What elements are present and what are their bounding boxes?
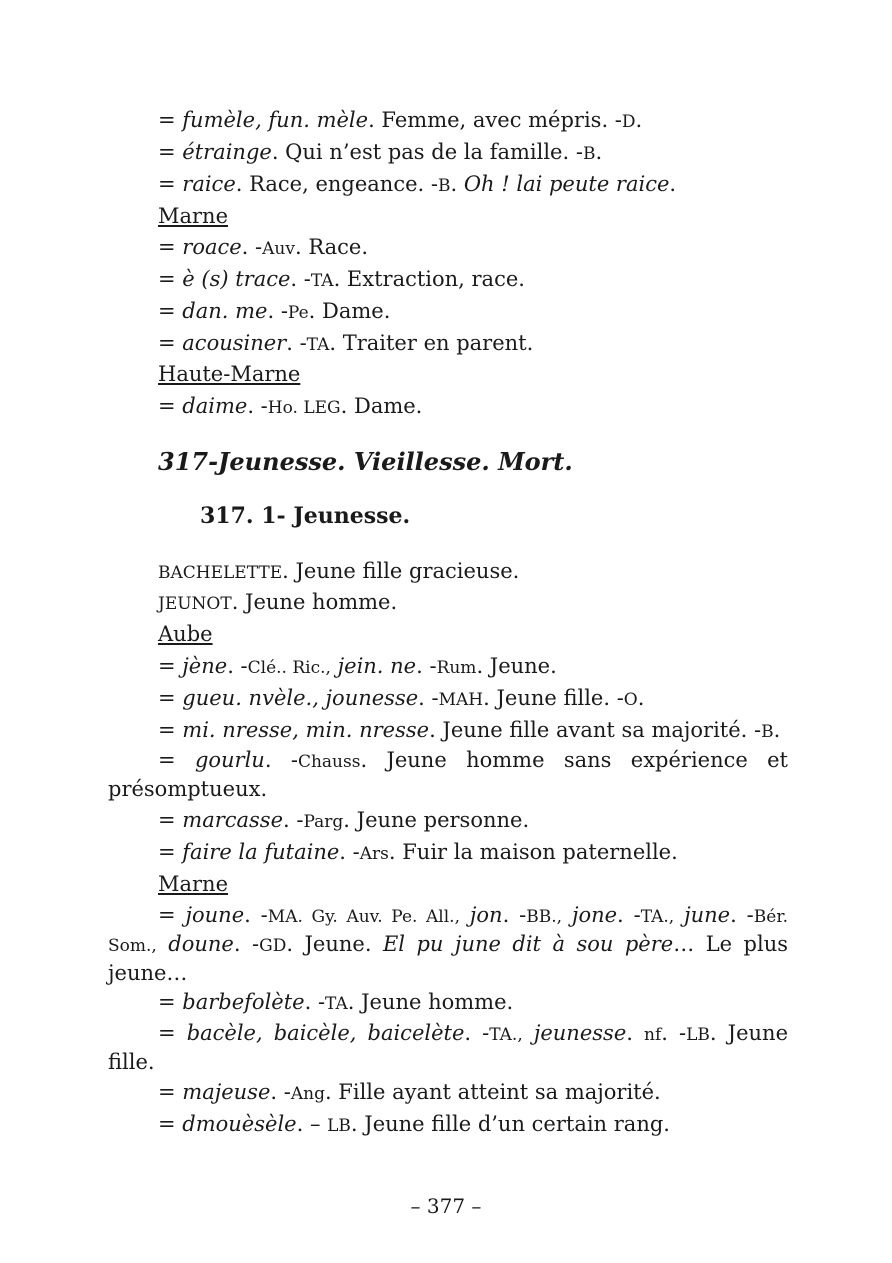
dialect-word: joune	[185, 903, 245, 927]
text: . -	[502, 903, 527, 927]
dialect-word: daime	[182, 394, 248, 418]
text: =	[158, 808, 183, 832]
first-line	[108, 902, 788, 931]
dialect-word: étrainge	[182, 140, 272, 164]
entry-barbefolete	[158, 988, 513, 1018]
text: =	[158, 686, 183, 710]
source-abbrev: TA.,	[489, 1025, 523, 1045]
dialect-word: mi. nresse, min. nresse	[182, 718, 430, 742]
text: =	[158, 654, 183, 678]
headword: BACHELETTE	[158, 563, 283, 583]
dialect-word: jein. ne	[337, 654, 417, 678]
text: fille.	[108, 1050, 155, 1074]
source-abbrev: MA. Gy. Auv. Pe. All.,	[267, 907, 460, 927]
text: =	[158, 108, 183, 132]
text: =	[158, 235, 183, 259]
dialect-word: jeunesse	[533, 1021, 627, 1045]
source-abbrev: TA	[325, 994, 348, 1014]
source-abbrev: Parg	[303, 812, 344, 832]
text	[460, 903, 470, 927]
subsection-heading: 317. 1- Jeunesse.	[200, 503, 411, 529]
text: . -	[339, 840, 360, 864]
entry-etrainge	[158, 138, 602, 168]
text: =	[158, 299, 183, 323]
entry-jeunot	[158, 588, 397, 618]
entry-dan-me	[158, 297, 390, 327]
text: .	[637, 686, 645, 710]
text: .	[773, 718, 781, 742]
source-abbrev: Ang	[290, 1084, 325, 1104]
text: . Jeune personne.	[343, 808, 530, 832]
text: =	[158, 267, 183, 291]
text: présomptueux.	[108, 777, 268, 801]
source-abbrev: Pe	[287, 303, 309, 323]
text: . Traiter en parent.	[329, 331, 534, 355]
source-abbrev: BB.,	[526, 907, 563, 927]
text	[331, 654, 338, 678]
entry-jene	[158, 652, 557, 682]
text: =	[158, 1080, 183, 1104]
source-abbrev: Bér.	[753, 907, 788, 927]
entry-minresse	[158, 716, 780, 746]
text: =	[158, 748, 195, 772]
text: . Extraction, race.	[333, 267, 525, 291]
source-abbrev: D	[621, 112, 636, 132]
text: . -	[241, 235, 263, 259]
text: . Jeune fille d’un certain rang.	[350, 1112, 670, 1136]
source-abbrev: O	[623, 690, 638, 710]
text: =	[158, 394, 183, 418]
text	[562, 903, 572, 927]
region-marne: Marne	[158, 872, 229, 896]
region-aube: Aube	[158, 622, 213, 646]
source-abbrev: TA	[310, 271, 334, 291]
source-abbrev: Auv	[262, 239, 295, 259]
text: =	[158, 172, 183, 196]
source-abbrev: LB	[686, 1025, 710, 1045]
text: =	[158, 331, 183, 355]
text: . Qui n’est pas de la famille. -	[271, 140, 583, 164]
first-line	[108, 1020, 788, 1049]
first-line	[108, 747, 788, 776]
text: . Jeune.	[286, 932, 383, 956]
text: =	[158, 840, 183, 864]
dialect-word: gourlu	[194, 748, 265, 772]
text: . Dame.	[340, 394, 423, 418]
grammar-abbrev: nf	[644, 1025, 662, 1045]
entry-bachelette	[158, 557, 519, 587]
source-abbrev: Clé.. Ric.,	[247, 658, 331, 678]
text: … Le plus	[673, 932, 788, 956]
dialect-word: jène	[182, 654, 228, 678]
text: =	[158, 990, 183, 1014]
text: . -	[283, 808, 304, 832]
page-number: – 377 –	[410, 1194, 482, 1218]
text: . Race, engeance. -	[235, 172, 438, 196]
text: . Jeune fille avant sa majorité. -	[429, 718, 762, 742]
dialect-word: doune	[168, 932, 234, 956]
dialect-word: marcasse	[182, 808, 284, 832]
text: .	[595, 140, 603, 164]
entry-bacele	[108, 1020, 788, 1076]
example-phrase: Oh ! lai peute raice	[463, 172, 670, 196]
entry-acousiner	[158, 329, 533, 359]
entry-majeuse	[158, 1078, 661, 1108]
source-abbrev: TA	[306, 335, 330, 355]
text: . Race.	[294, 235, 368, 259]
text	[157, 932, 168, 956]
text	[523, 1021, 534, 1045]
source-abbrev: Som.,	[108, 936, 157, 956]
text: =	[158, 718, 183, 742]
source-abbrev: B	[761, 722, 774, 742]
dialect-word: roace	[182, 235, 242, 259]
entry-gourlu	[108, 747, 788, 803]
text: . -	[286, 331, 307, 355]
source-abbrev: GD	[259, 936, 287, 956]
text: . -	[730, 903, 754, 927]
entry-fumele	[158, 106, 642, 136]
text: .	[450, 172, 464, 196]
region-marne: Marne	[158, 204, 229, 228]
text: . -	[661, 1021, 687, 1045]
text: . Jeune homme sans expérience et	[360, 748, 788, 772]
dialect-word: raice	[182, 172, 236, 196]
dialect-word: jone	[571, 903, 618, 927]
text: . -	[264, 748, 298, 772]
text: . Jeune.	[476, 654, 557, 678]
text: . -	[617, 903, 641, 927]
dialect-word: majeuse	[182, 1080, 271, 1104]
text: . -	[244, 903, 268, 927]
text: . -	[247, 394, 268, 418]
text: .	[635, 108, 643, 132]
text: . Jeune fille gracieuse.	[282, 559, 520, 583]
region-haute-marne: Haute-Marne	[158, 362, 301, 386]
source-abbrev: Rum	[436, 658, 477, 678]
entry-marcasse	[158, 806, 529, 836]
entry-trace	[158, 265, 525, 295]
text: . -	[416, 654, 437, 678]
text: .	[626, 1021, 645, 1045]
dialect-word: barbefolète	[182, 990, 305, 1014]
text: . -	[304, 990, 326, 1014]
dialect-word: è (s) trace	[182, 267, 291, 291]
source-abbrev: TA.,	[640, 907, 675, 927]
text: . -	[227, 654, 248, 678]
text: jeune…	[108, 961, 188, 985]
text: . –	[296, 1112, 328, 1136]
text: . -	[290, 267, 311, 291]
second-line	[108, 931, 788, 960]
entry-joune	[108, 902, 788, 987]
text: . -	[233, 932, 260, 956]
dialect-word: gueu. nvèle., jounesse	[182, 686, 419, 710]
source-abbrev: B	[582, 144, 596, 164]
dialect-word: acousiner	[182, 331, 287, 355]
source-abbrev: B	[437, 176, 451, 196]
example-phrase: El pu june dit à sou père	[382, 932, 674, 956]
entry-futaine	[158, 838, 678, 868]
dialect-word: dmouèsèle	[182, 1112, 297, 1136]
dialect-word: june	[684, 903, 731, 927]
text	[674, 903, 684, 927]
source-abbrev: Ars	[359, 844, 389, 864]
source-abbrev: Ho. LEG	[267, 398, 341, 418]
text: . Jeune homme.	[347, 990, 514, 1014]
text: . Jeune fille. -	[483, 686, 624, 710]
dialect-word: faire la futaine	[182, 840, 340, 864]
entry-raice	[158, 170, 676, 200]
text: . -	[270, 1080, 291, 1104]
text: =	[158, 1112, 183, 1136]
text: =	[158, 140, 183, 164]
section-heading: 317-Jeunesse. Vieillesse. Mort.	[158, 447, 573, 476]
text: =	[158, 1021, 187, 1045]
source-abbrev: LB	[327, 1116, 351, 1136]
entry-roace	[158, 233, 368, 263]
text: =	[158, 903, 186, 927]
dialect-word: jon	[469, 903, 503, 927]
text: .	[669, 172, 677, 196]
source-abbrev: MAH	[438, 690, 484, 710]
text: . Dame.	[308, 299, 391, 323]
text: . -	[418, 686, 439, 710]
dialect-word: fumèle, fun. mèle	[182, 108, 369, 132]
text: . -	[267, 299, 288, 323]
headword: JEUNOT	[158, 594, 232, 614]
text: . -	[464, 1021, 490, 1045]
dialect-word: dan. me	[182, 299, 268, 323]
text: . Femme, avec mépris. -	[368, 108, 622, 132]
dialect-word: bacèle, baicèle, baicelète	[186, 1021, 465, 1045]
text: . Jeune homme.	[231, 590, 398, 614]
text: . Fuir la maison paternelle.	[388, 840, 678, 864]
source-abbrev: Chauss	[297, 752, 361, 772]
entry-dmouesele	[158, 1110, 670, 1140]
entry-daime	[158, 392, 422, 422]
text: . Jeune	[709, 1021, 789, 1045]
text: . Fille ayant atteint sa majorité.	[324, 1080, 661, 1104]
entry-gueunvele	[158, 684, 644, 714]
